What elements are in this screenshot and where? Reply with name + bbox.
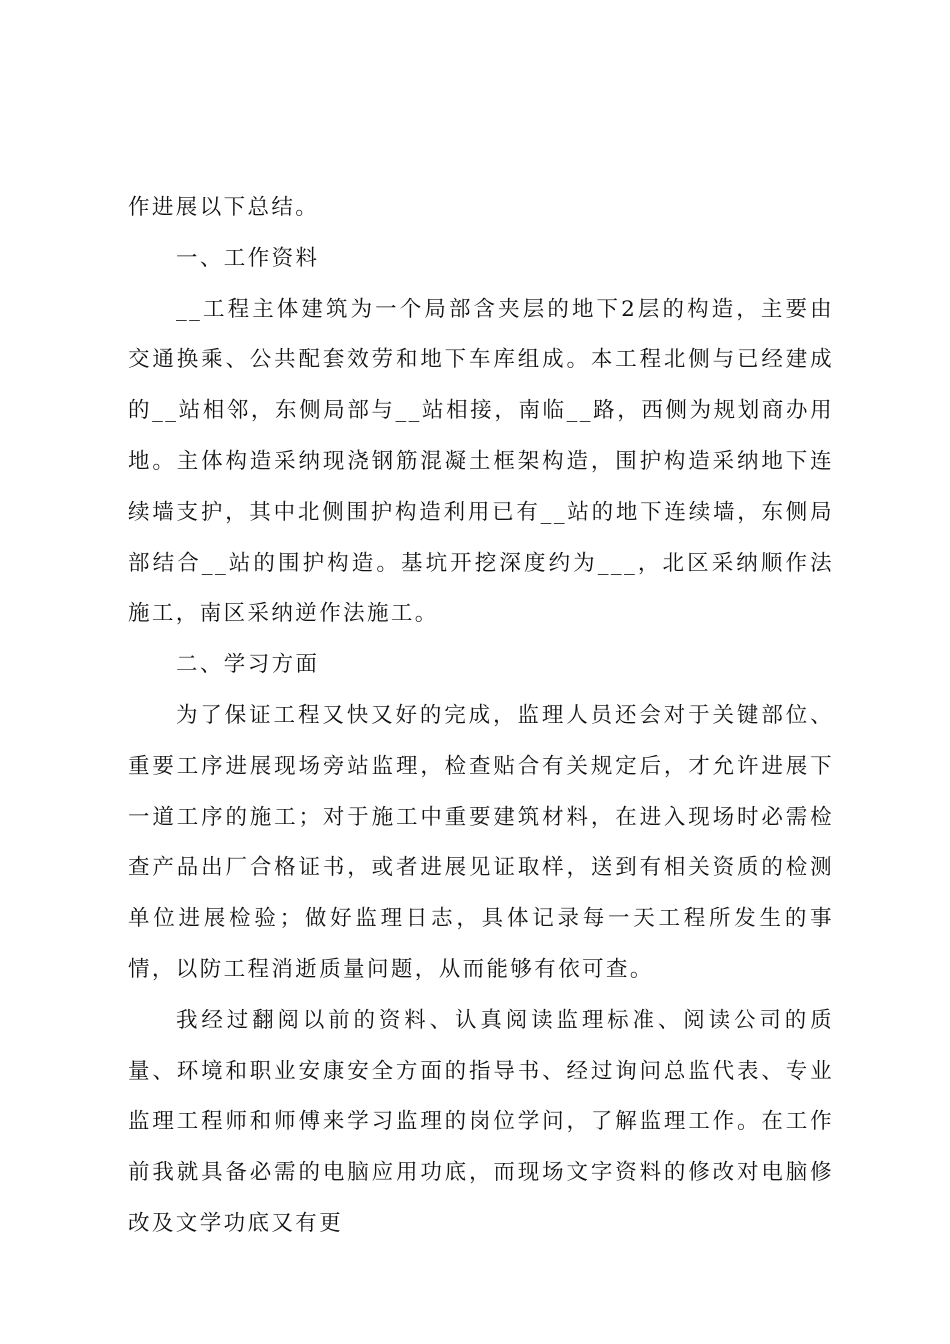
paragraph-learning-methods: 我经过翻阅以前的资料、认真阅读监理标准、阅读公司的质量、环境和职业安康安全方面的指导书、经过询问总监代表、专业监理工程师和师傅来学习监理的岗位学问，了解监理工作。在工作前我就具备必需的电脑应用功底，而现场文字资料的修改对电脑修改及文学功底又有更	[128, 1007, 834, 1236]
section-heading-work-materials: 一、工作资料	[176, 245, 320, 271]
paragraph-continuation: 作进展以下总结。	[128, 195, 320, 220]
paragraph-supervision-duties: 为了保证工程又快又好的完成，监理人员还会对于关键部位、重要工序进展现场旁站监理，检查贴合有关规定后，才允许进展下一道工序的施工；对于施工中重要建筑材料，在进入现场时必需检查产品出厂合格证书，或者进展见证取样，送到有相关资质的检测单位进展检验；做好监理日志，具体记录每一天工程所发生的事情，以防工程消逝质量问题，从而能够有依可查。	[128, 702, 834, 982]
paragraph-project-overview: __工程主体建筑为一个局部含夹层的地下2层的构造，主要由交通换乘、公共配套效劳和地下车库组成。本工程北侧与已经建成的__站相邻，东侧局部与__站相接，南临__路，西侧为规划商办用地。主体构造采纳现浇钢筋混凝土框架构造，围护构造采纳地下连续墙支护，其中北侧围护构造利用已有__站的地下连续墙，东侧局部结合__站的围护构造。基坑开挖深度约为___，北区采纳顺作法施工，南区采纳逆作法施工。	[128, 296, 834, 627]
document-body	[128, 183, 834, 1250]
section-heading-learning: 二、学习方面	[176, 652, 320, 678]
